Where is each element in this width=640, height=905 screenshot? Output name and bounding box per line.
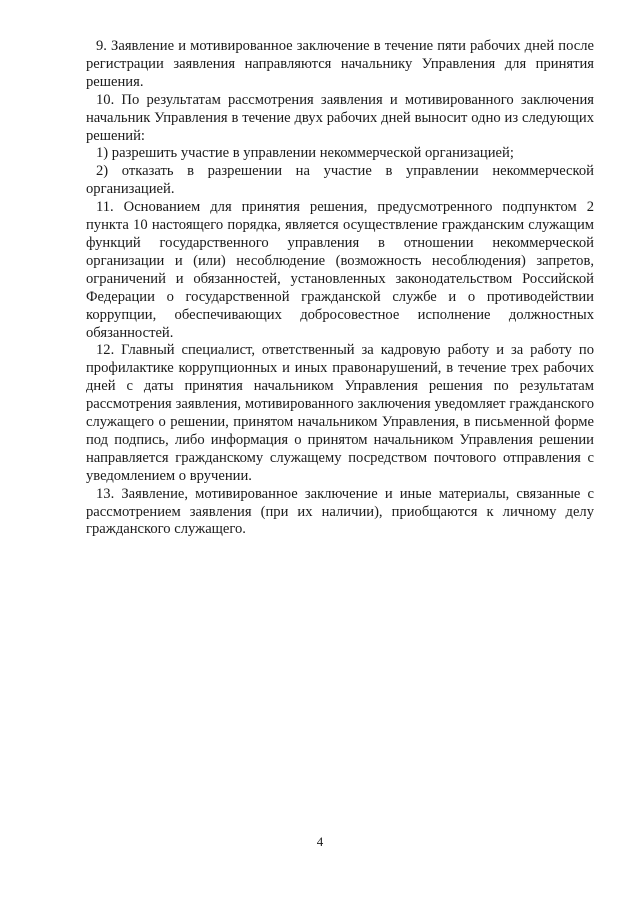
paragraph-13: 13. Заявление, мотивированное заключение и иные материалы, связанные с рассмотрением заявления (при их наличии), приобщаются к личному делу гражданского служащего. (86, 485, 594, 538)
paragraph-11: 11. Основанием для принятия решения, предусмотренного подпунктом 2 пункта 10 настоящего порядка, является осуществление гражданским служащим функций государственного управления в отношении некоммерческой организации и (или) несоблюдение (возможность несоблюдения) запретов, ограничений и обязанностей, установленных законодательством Российской Федерации о государственной гражданской службе и о противодействии коррупции, обеспечивающих добросовестное исполнение должностных обязанностей. (86, 199, 594, 341)
paragraph-9: 9. Заявление и мотивированное заключение в течение пяти рабочих дней после регистрации заявления направляются начальнику Управления для принятия решения. (86, 38, 594, 90)
document-body (86, 38, 594, 539)
page-number: 4 (316, 834, 324, 849)
paragraph-10-option-1: 1) разрешить участие в управлении некоммерческой организацией; (96, 145, 514, 162)
paragraph-10-option-2: 2) отказать в разрешении на участие в управлении некоммерческой организацией. (86, 163, 594, 198)
paragraph-10: 10. По результатам рассмотрения заявления и мотивированного заключения начальник Управления в течение двух рабочих дней выносит одно из следующих решений: (86, 91, 594, 144)
paragraph-12: 12. Главный специалист, ответственный за кадровую работу и за работу по профилактике коррупционных и иных правонарушений, в течение трех рабочих дней с даты принятия начальником Управления решения по результатам рассмотрения заявления, мотивированного заключения уведомляет гражданского служащего о решении, принятом начальником Управления, в письменной форме под подпись, либо информация о принятом начальником Управления решении направляется гражданскому служащему посредством почтового отправления с уведомлением о вручении. (86, 342, 594, 484)
